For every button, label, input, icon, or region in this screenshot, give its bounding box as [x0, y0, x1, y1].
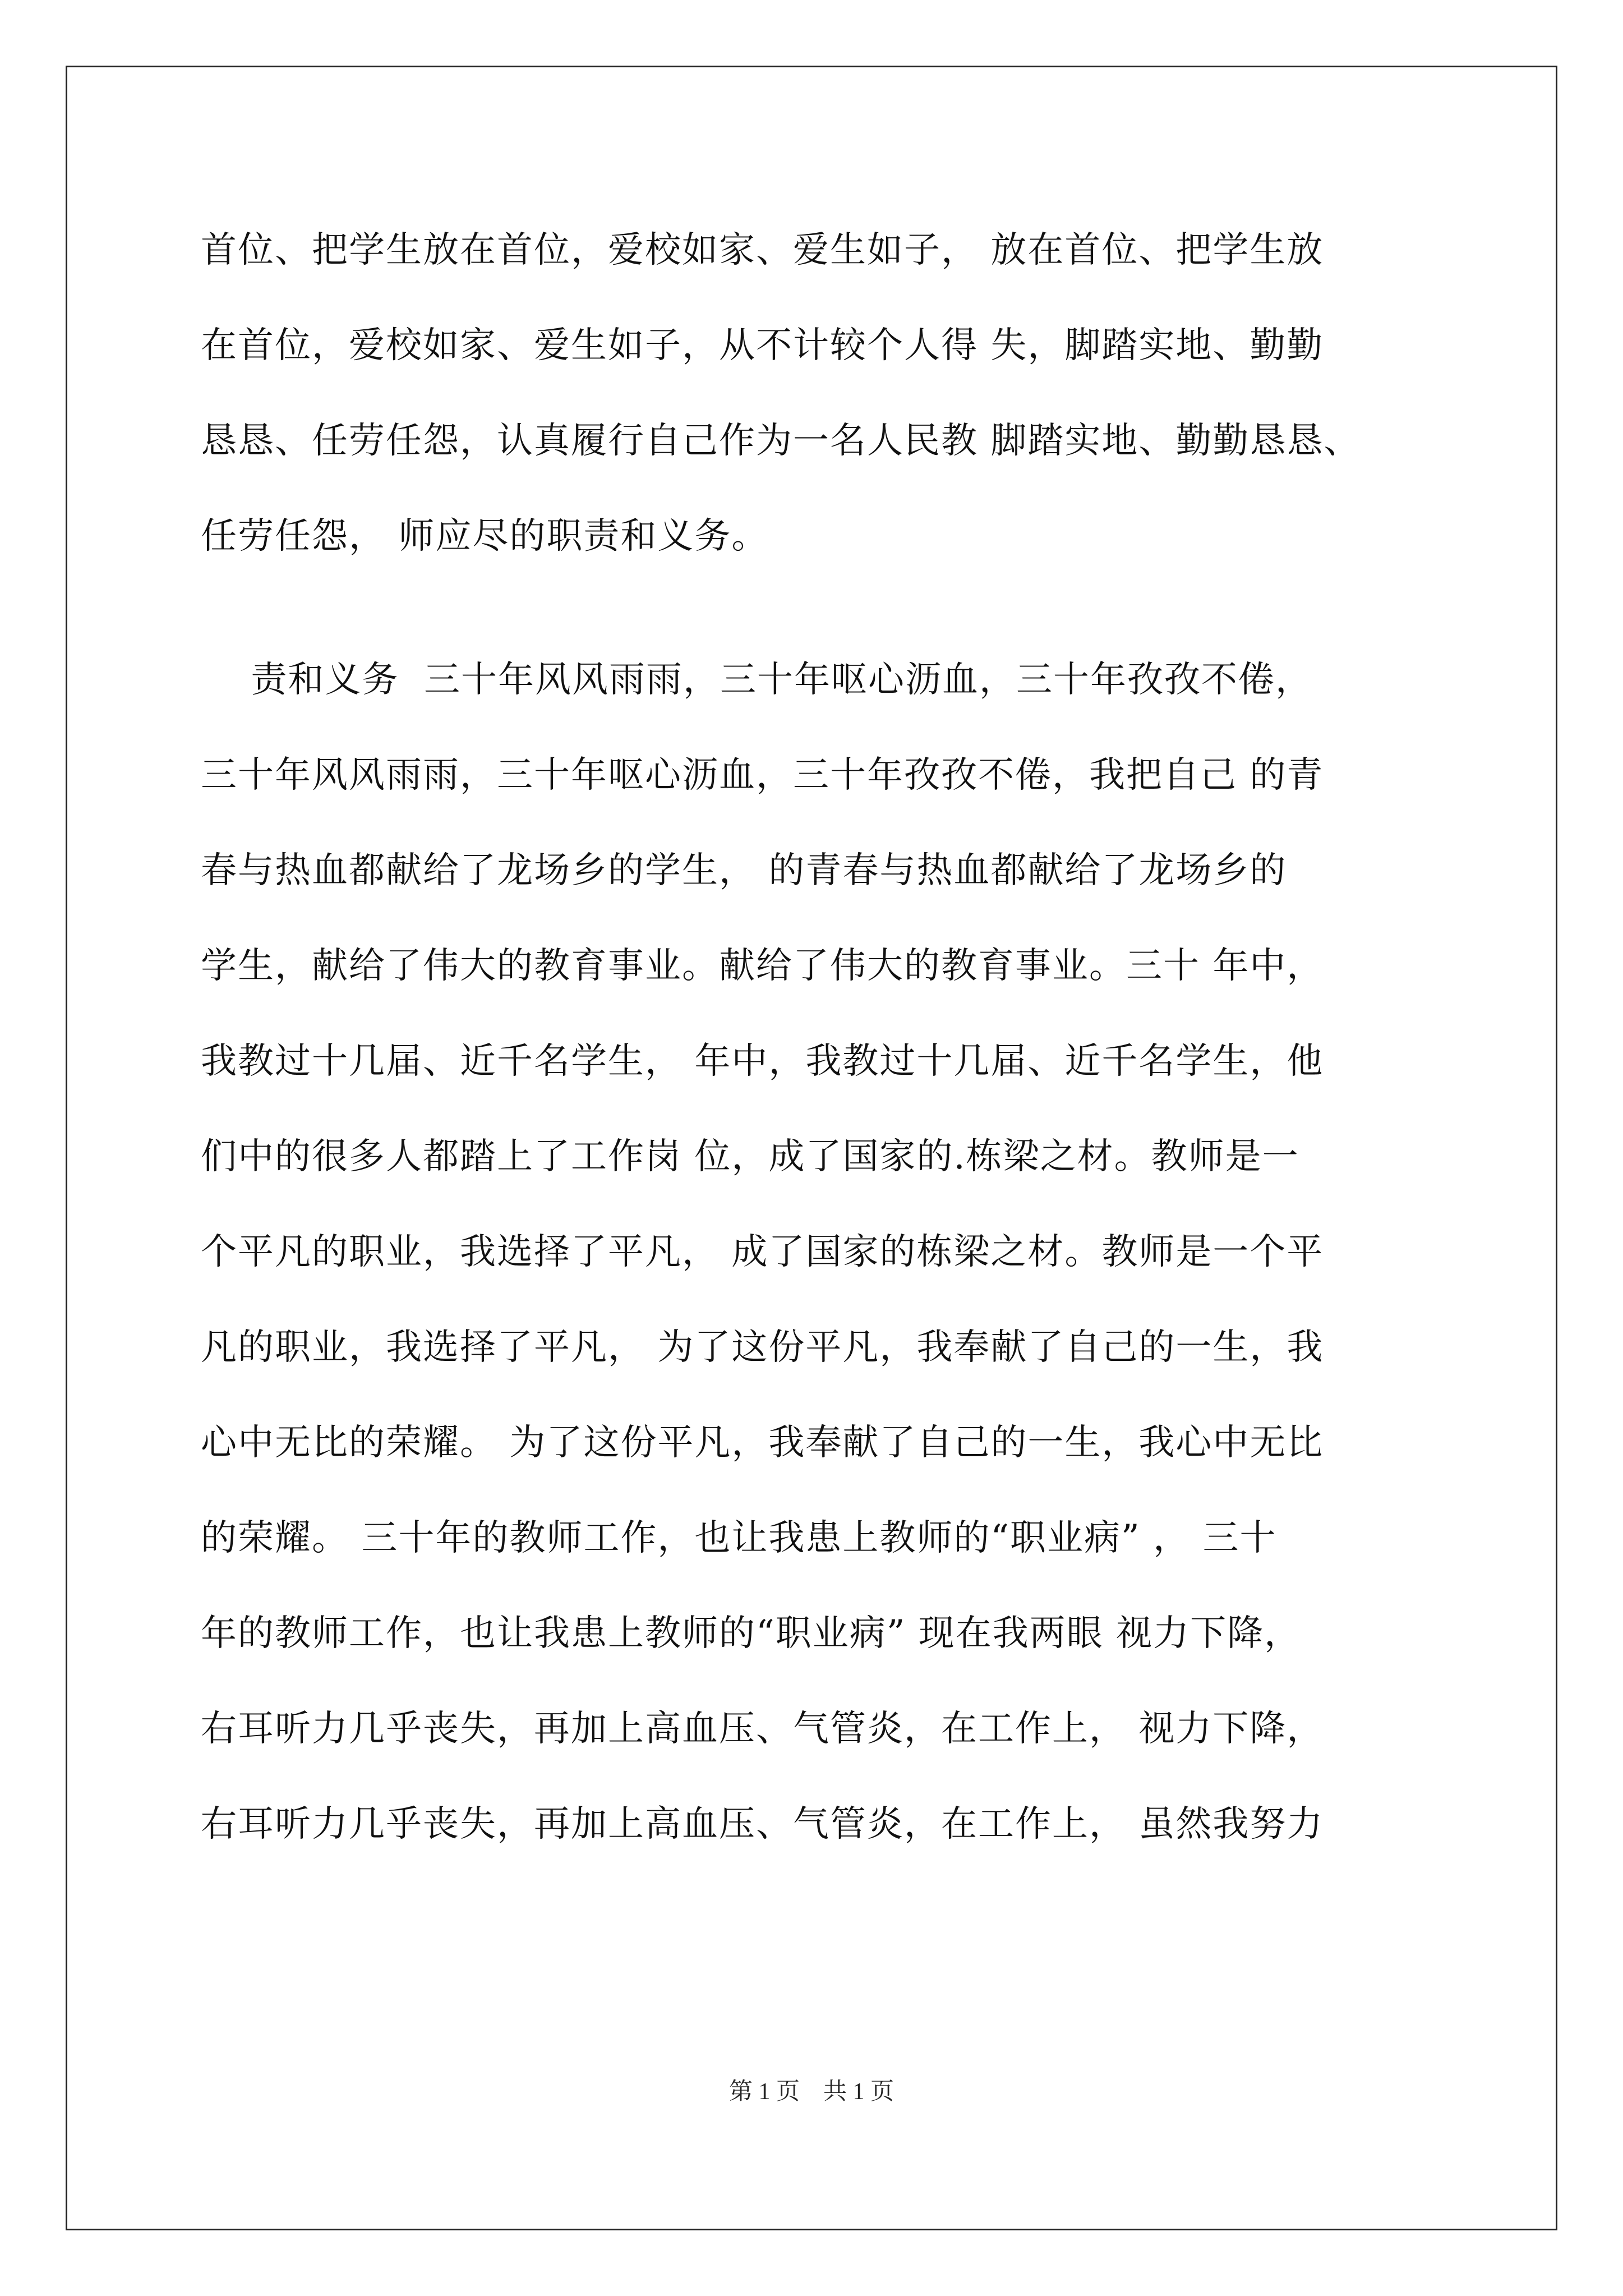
text-line: 学生，献给了伟大的教育事业。献给了伟大的教育事业。三十 年中，	[201, 945, 1324, 987]
text-line: 任劳任怨， 师应尽的职责和义务。	[201, 516, 769, 557]
text-line: 在首位，爱校如家、爱生如子，从不计较个人得 失，脚踏实地、勤勤	[201, 325, 1324, 366]
text-line: 们中的很多人都踏上了工作岗 位，成了国家的.栋梁之材。教师是一	[201, 1136, 1299, 1177]
text-line: 凡的职业，我选择了平凡， 为了这份平凡，我奉献了自己的一生，我	[201, 1327, 1324, 1368]
text-line: 心中无比的荣耀。 为了这份平凡，我奉献了自己的一生，我心中无比	[201, 1422, 1324, 1464]
text-line: 右耳听力几乎丧失，再加上高血压、气管炎，在工作上， 虽然我努力	[201, 1803, 1324, 1845]
text-line: 责和义务 三十年风风雨雨，三十年呕心沥血，三十年孜孜不倦，	[201, 659, 1313, 701]
text-line: 首位、把学生放在首位，爱校如家、爱生如子， 放在首位、把学生放	[201, 229, 1324, 271]
text-line: 恳恳、任劳任怨，认真履行自己作为一名人民教 脚踏实地、勤勤恳恳、	[201, 420, 1361, 462]
text-line: 个平凡的职业，我选择了平凡， 成了国家的栋梁之材。教师是一个平	[201, 1231, 1324, 1273]
text-line: 右耳听力几乎丧失，再加上高血压、气管炎，在工作上， 视力下降，	[201, 1708, 1324, 1750]
page-footer: 第 1 页 共 1 页	[728, 2079, 894, 2105]
text-line: 我教过十几届、近千名学生， 年中，我教过十几届、近千名学生，他	[201, 1041, 1324, 1082]
text-line: 春与热血都献给了龙场乡的学生， 的青春与热血都献给了龙场乡的	[201, 850, 1287, 891]
text-line: 年的教师工作，也让我患上教师的“职业病” 现在我两眼 视力下降，	[201, 1613, 1302, 1654]
text-line: 的荣耀。 三十年的教师工作，也让我患上教师的“职业病” ， 三十	[201, 1517, 1277, 1559]
text-line: 三十年风风雨雨，三十年呕心沥血，三十年孜孜不倦，我把自己 的青	[201, 754, 1324, 796]
